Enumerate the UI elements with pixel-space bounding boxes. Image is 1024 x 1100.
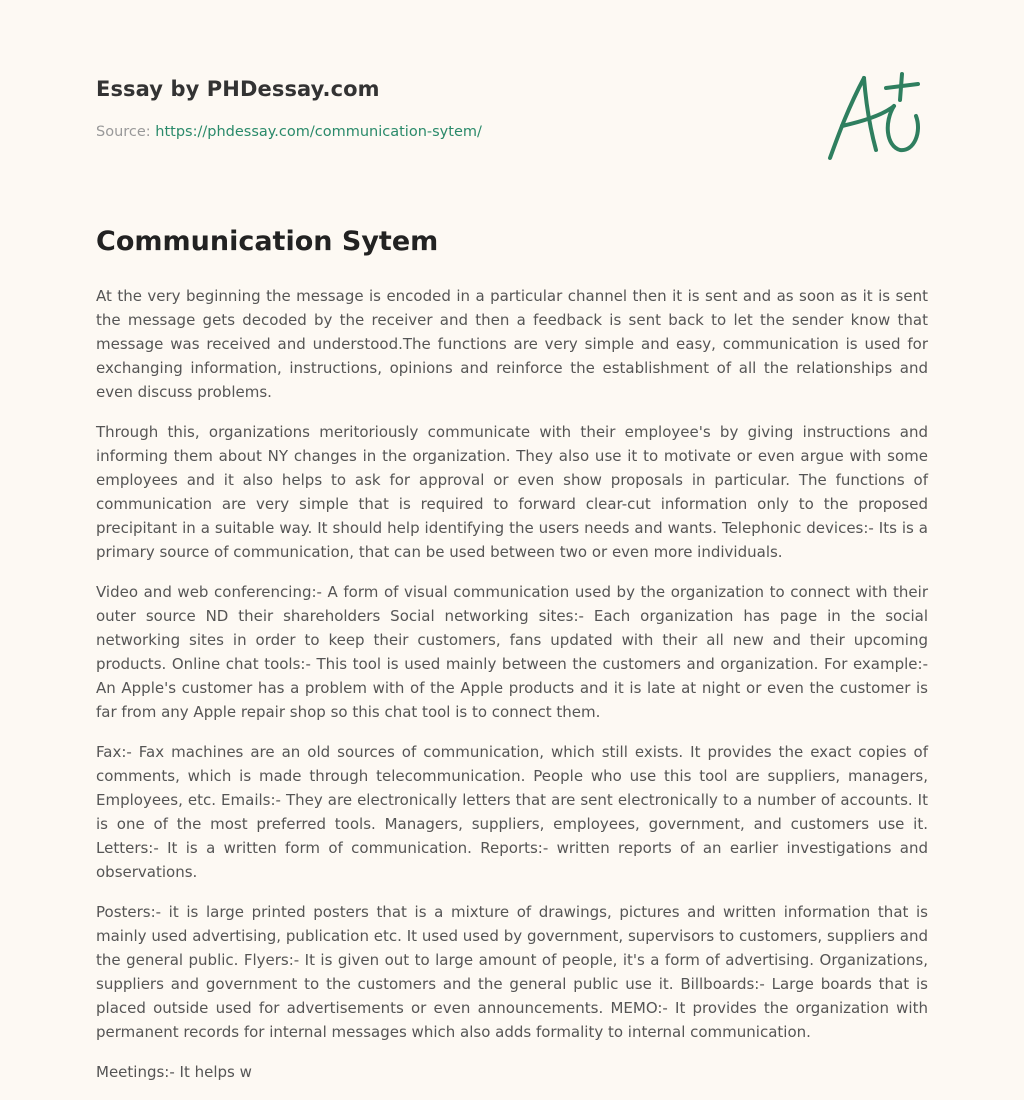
essay-paragraph: Meetings:- It helps w [96,1063,252,1081]
a-plus-logo-icon [820,66,930,166]
source-label: Source: [96,124,151,140]
essay-paragraph: Video and web conferencing:- A form of visual communication used by the organization to connect with their outer source ND their shareholders Social networking sites:- Each organization has page in the social networking sites in order to keep their customers, fans updated with their all new and their upcoming products. Online chat tools:- This tool is used mainly between the customers and organization. For example:- An Apple's customer has a problem with of the Apple products and it is late at night or even the customer is far from any Apple repair shop so this chat tool is to connect them. [96,583,928,721]
essay-paragraph: Fax:- Fax machines are an old sources of communication, which still exists. It provides the exact copies of comments, which is made through telecommunication. People who use this tool are suppliers, managers, Employees, etc. Emails:- They are electronically letters that are sent electronically to a number of accounts. It is one of the most preferred tools. Managers, suppliers, employees, government, and customers use it. Letters:- It is a written form of communication. Reports:- written reports of an earlier investigations and observations. [96,743,928,881]
essay-body [96,284,928,1100]
source-link[interactable]: https://phdessay.com/communication-sytem/ [155,124,482,140]
source-line [96,124,482,140]
essay-title: Communication Sytem [96,226,439,257]
essay-paragraph: At the very beginning the message is encoded in a particular channel then it is sent and as soon as it is sent the message gets decoded by the receiver and then a feedback is sent back to let the sender know that message was received and understood.The functions are very simple and easy, communication is used for exchanging information, instructions, opinions and reinforce the establishment of all the relationships and even discuss problems. [96,287,928,401]
site-title: Essay by PHDessay.com [96,77,380,101]
essay-paragraph: Posters:- it is large printed posters that is a mixture of drawings, pictures and written information that is mainly used advertising, publication etc. It used used by government, supervisors to customers, suppliers and the general public. Flyers:- It is given out to large amount of people, it's a form of advertising. Organizations, suppliers and government to the customers and the general public use it. Billboards:- Large boards that is placed outside used for advertisements or even announcements. MEMO:- It provides the organization with permanent records for internal messages which also adds formality to internal communication. [96,903,928,1041]
essay-paragraph: Through this, organizations meritoriously communicate with their employee's by giving instructions and informing them about NY changes in the organization. They also use it to motivate or even argue with some employees and it also helps to ask for approval or even show proposals in particular. The functions of communication are very simple that is required to forward clear-cut information only to the proposed precipitant in a suitable way. It should help identifying the users needs and wants. Telephonic devices:- Its is a primary source of communication, that can be used between two or even more individuals. [96,423,928,561]
